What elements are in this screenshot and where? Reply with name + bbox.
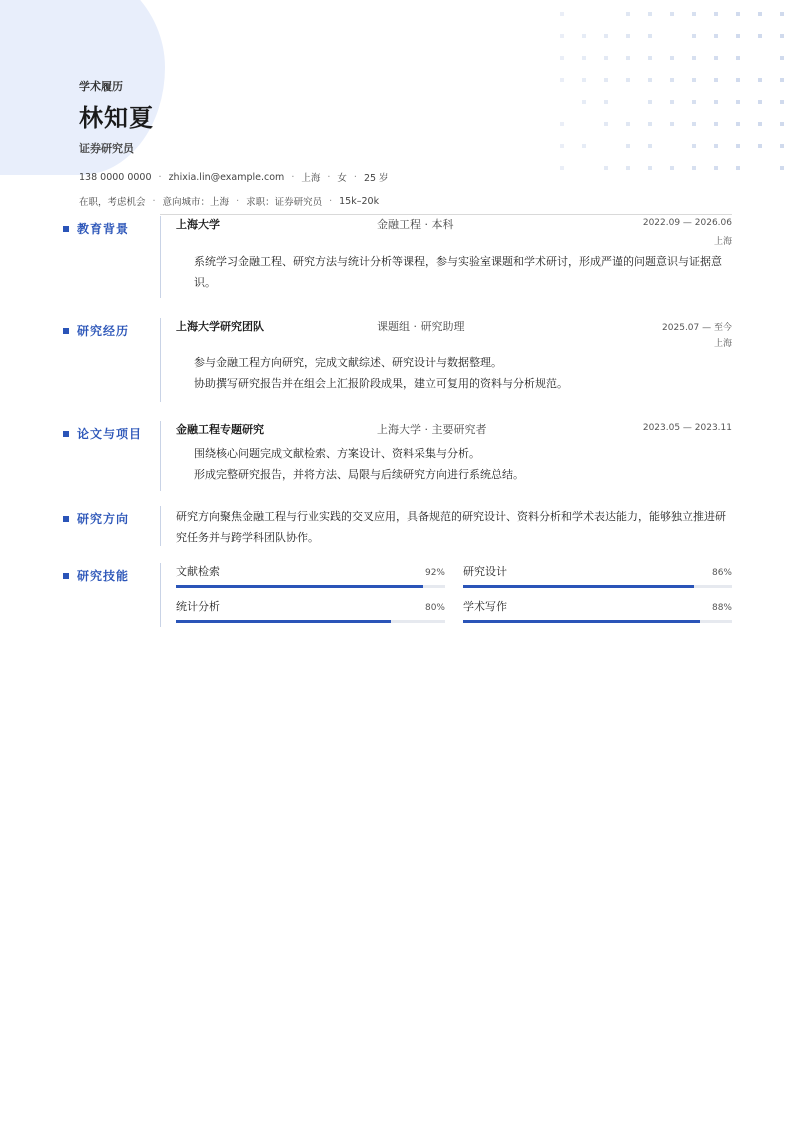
decorative-dot [626,56,630,60]
direction-description: 研究方向聚焦金融工程与行业实践的交叉应用，具备规范的研究设计、资料分析和学术表达能力，能够独立推进研究任务并与跨学科团队协作。 [176,510,726,544]
section-body [176,318,732,394]
decorative-dot [736,56,740,60]
decorative-dot [582,144,586,148]
decorative-dot [648,12,652,16]
education-description: 系统学习金融工程、研究方法与统计分析等课程，参与实验室课题和学术研讨，形成严谨的问题意识与证据意识。 [194,255,722,289]
phone-text: 138 0000 0000 [79,171,152,183]
decorative-dot [714,100,718,104]
decorative-dot [780,56,784,60]
decorative-dot [670,56,674,60]
skill-percent: 80% [424,603,445,613]
decorative-dot [670,100,674,104]
decorative-dot [714,78,718,82]
decorative-dot [692,12,696,16]
decorative-dot [648,166,652,170]
decorative-dot [582,34,586,38]
section-title-research [63,322,129,339]
decorative-dot [604,100,608,104]
decorative-dot [714,34,718,38]
decorative-dot [626,144,630,148]
school-name: 上海大学 [176,218,220,231]
decorative-dot [758,144,762,148]
skill-percent: 88% [711,603,732,613]
decorative-dot [758,122,762,126]
entry-header [176,318,732,336]
resume-tag: 学术履历 [79,80,123,93]
skill-name: 研究设计 [463,565,507,578]
decorative-dot [604,34,608,38]
skill-bar-track [176,620,445,623]
decorative-dot [648,144,652,148]
decorative-dot [780,78,784,82]
decorative-dot [560,166,564,170]
entry-header [176,216,732,234]
degree-text: 金融工程 · 本科 [377,218,454,231]
skill-bar-track [463,620,732,623]
separator-dot: · [353,171,357,183]
section-rule [160,216,161,298]
age-text: 25 岁 [363,173,389,184]
decorative-dot [626,12,630,16]
section-title-direction [63,510,129,527]
section-title-text: 研究方向 [77,512,130,526]
separator-dot: · [152,195,156,207]
section-rule [160,318,161,402]
separator-dot: · [236,195,240,207]
skill-item [176,563,445,588]
role-text: 课题组 · 研究助理 [377,320,465,333]
decorative-dot [560,122,564,126]
decorative-dot [714,144,718,148]
decorative-dot [736,100,740,104]
skill-name: 文献检索 [176,565,220,578]
resume-header [79,78,389,208]
decorative-dot [670,122,674,126]
project-bullet: 形成完整研究报告，并将方法、局限与后续研究方向进行系统总结。 [194,468,524,481]
decorative-dot [758,100,762,104]
section-title-text: 教育背景 [77,222,130,236]
decorative-dot [626,166,630,170]
decorative-dot [736,166,740,170]
decorative-dot [692,122,696,126]
decorative-dot [560,144,564,148]
decorative-dot [780,34,784,38]
decorative-dot [714,12,718,16]
section-title-skills [63,567,129,584]
decorative-dot [758,34,762,38]
section-rule [160,563,161,627]
decorative-dot [582,56,586,60]
decorative-dot [780,166,784,170]
role-text: 上海大学 · 主要研究者 [377,423,487,436]
decorative-dot [736,144,740,148]
decorative-dot [560,12,564,16]
separator-dot: · [291,171,295,183]
bullet-square-icon [63,226,69,232]
organization-name: 上海大学研究团队 [176,320,264,333]
skills-grid [176,563,732,623]
decorative-dot [780,122,784,126]
decorative-dot [736,12,740,16]
skill-item [463,598,732,623]
decorative-dot [714,166,718,170]
decorative-dot [670,12,674,16]
decorative-dot [670,78,674,82]
candidate-name: 林知夏 [79,104,154,132]
intent-job-text: 求职：证券研究员 [246,197,323,208]
decorative-dot [780,100,784,104]
research-bullet: 参与金融工程方向研究，完成文献综述、研究设计与数据整理。 [194,356,502,369]
intent-city-text: 意向城市：上海 [162,197,230,208]
city-text: 上海 [301,173,321,184]
skill-percent: 86% [711,568,732,578]
skill-name: 学术写作 [463,600,507,613]
bullet-square-icon [63,516,69,522]
decorative-dot [780,144,784,148]
decorative-dot [692,100,696,104]
decorative-dot [736,122,740,126]
decorative-dot [758,12,762,16]
decorative-dot [692,144,696,148]
decorative-dot [648,78,652,82]
section-body [176,216,732,293]
bullet-square-icon [63,431,69,437]
bullet-square-icon [63,328,69,334]
date-range: 2023.05 — 2023.11 [642,423,732,433]
decorative-dot [604,78,608,82]
decorative-dot [648,100,652,104]
decorative-dot [626,78,630,82]
section-title-text: 研究技能 [77,569,130,583]
contact-info-line [79,170,389,184]
skill-item [176,598,445,623]
decorative-dot [692,34,696,38]
bullet-square-icon [63,573,69,579]
decorative-dot [714,56,718,60]
decorative-dot [648,34,652,38]
section-rule [160,421,161,491]
location-text: 上海 [713,237,732,247]
section-body [176,421,732,485]
decorative-dot [736,78,740,82]
decorative-dot-grid [550,0,794,175]
project-bullet: 围绕核心问题完成文献检索、方案设计、资料采集与分析。 [194,447,480,460]
decorative-dot [736,34,740,38]
skill-bar-fill [176,620,391,623]
decorative-dot [626,34,630,38]
decorative-dot [560,78,564,82]
skill-name: 统计分析 [176,600,220,613]
decorative-dot [604,166,608,170]
decorative-dot [582,100,586,104]
decorative-dot [560,34,564,38]
email-text: zhixia.lin@example.com [168,171,285,183]
research-bullet: 协助撰写研究报告并在组会上汇报阶段成果，建立可复用的资料与分析规范。 [194,377,568,390]
skill-item [463,563,732,588]
separator-dot: · [158,171,162,183]
location-text: 上海 [713,339,732,349]
entry-header [176,421,732,439]
decorative-dot [692,166,696,170]
decorative-dot [648,122,652,126]
decorative-dot [758,78,762,82]
section-title-papers [63,425,142,442]
skill-bar-fill [463,585,694,588]
skill-bar-track [463,585,732,588]
skill-bar-track [176,585,445,588]
job-title: 证券研究员 [79,142,134,155]
decorative-dot [692,56,696,60]
decorative-dot [714,122,718,126]
decorative-dot [626,122,630,126]
decorative-dot [604,56,608,60]
decorative-dot [582,78,586,82]
decorative-dot [560,56,564,60]
separator-dot: · [329,195,333,207]
decorative-dot [780,12,784,16]
skill-bar-fill [463,620,700,623]
date-range: 2025.07 — 至今 [662,323,732,333]
decorative-dot [692,78,696,82]
gender-text: 女 [337,173,347,184]
date-range: 2022.09 — 2026.06 [642,218,732,228]
section-title-text: 论文与项目 [77,427,143,441]
section-rule [160,506,161,546]
status-text: 在职，考虑机会 [79,197,146,208]
project-name: 金融工程专题研究 [176,423,264,436]
job-intent-line [79,194,389,208]
section-title-text: 研究经历 [77,324,130,338]
decorative-dot [670,166,674,170]
separator-dot: · [327,171,331,183]
section-body [176,506,732,548]
section-title-education [63,220,129,237]
skill-percent: 92% [424,568,445,578]
skill-bar-fill [176,585,423,588]
section-body [176,563,732,623]
salary-text: 15k–20k [339,195,380,207]
decorative-dot [604,122,608,126]
header-divider [160,214,732,215]
decorative-dot [648,56,652,60]
